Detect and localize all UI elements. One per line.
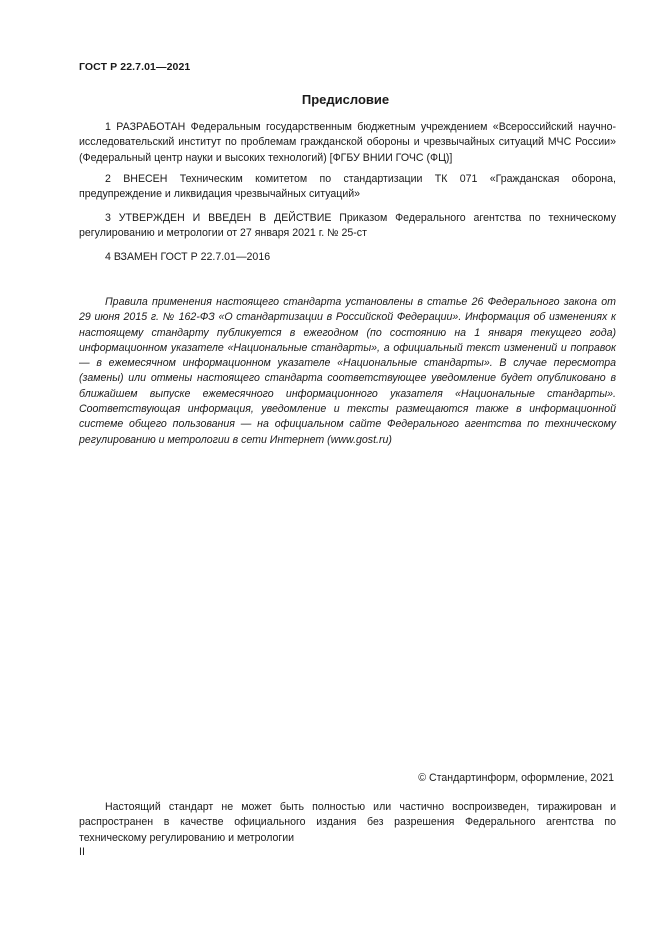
copyright-line: © Стандартинформ, оформление, 2021: [418, 772, 614, 784]
application-rules-notice: Правила применения настоящего стандарта установлены в статье 26 Федерального закона от 29 июня 2015 г. № 162-ФЗ «О стандартизации в Российской Федерации». Информация об изменениях к настоящему стандарту публикуется в ежегодном (по состоянию на 1 января текущего года) информационном указателе «Национальные стандарты», а официальный текст изменений и поправок — в ежемесячном информационном указателе «Национальные стандарты». В случае пересмотра (замены) или отмены настоящего стандарта соответствующее уведомление будет опубликовано в ближайшем выпуске ежемесячного информационного указателя «Национальные стандарты». Соответствующая информация, уведомление и тексты размещаются также в информационной системе общего пользования — на официальном сайте Федерального агентства по техническому регулированию и метрологии в сети Интернет (www.gost.ru): [79, 296, 616, 446]
page-title: Предисловие: [301, 92, 390, 107]
paragraph-replaces: 4 ВЗАМЕН ГОСТ Р 22.7.01—2016: [105, 251, 271, 263]
paragraph-developed-by: 1 РАЗРАБОТАН Федеральным государственным бюджетным учреждением «Всероссийский научно-исследовательский институт по проблемам гражданской обороны и чрезвычайных ситуаций МЧС России» (Федеральный центр науки и высоких технологий) [ФГБУ ВНИИ ГОЧС (ФЦ)]: [79, 121, 616, 164]
document-code-header: ГОСТ Р 22.7.01—2021: [79, 61, 191, 73]
paragraph-approved: 3 УТВЕРЖДЕН И ВВЕДЕН В ДЕЙСТВИЕ Приказом Федерального агентства по техническому регулированию и метрологии от 27 января 2021 г. № 25-ст: [79, 212, 616, 240]
reproduction-notice: Настоящий стандарт не может быть полностью или частично воспроизведен, тиражирован и распространен в качестве официального издания без разрешения Федерального агентства по техническому регулированию и метрологии: [79, 801, 616, 844]
paragraph-introduced-by: 2 ВНЕСЕН Техническим комитетом по стандартизации ТК 071 «Гражданская оборона, предупреждение и ликвидация чрезвычайных ситуаций»: [79, 173, 616, 201]
page-number: II: [79, 846, 85, 858]
